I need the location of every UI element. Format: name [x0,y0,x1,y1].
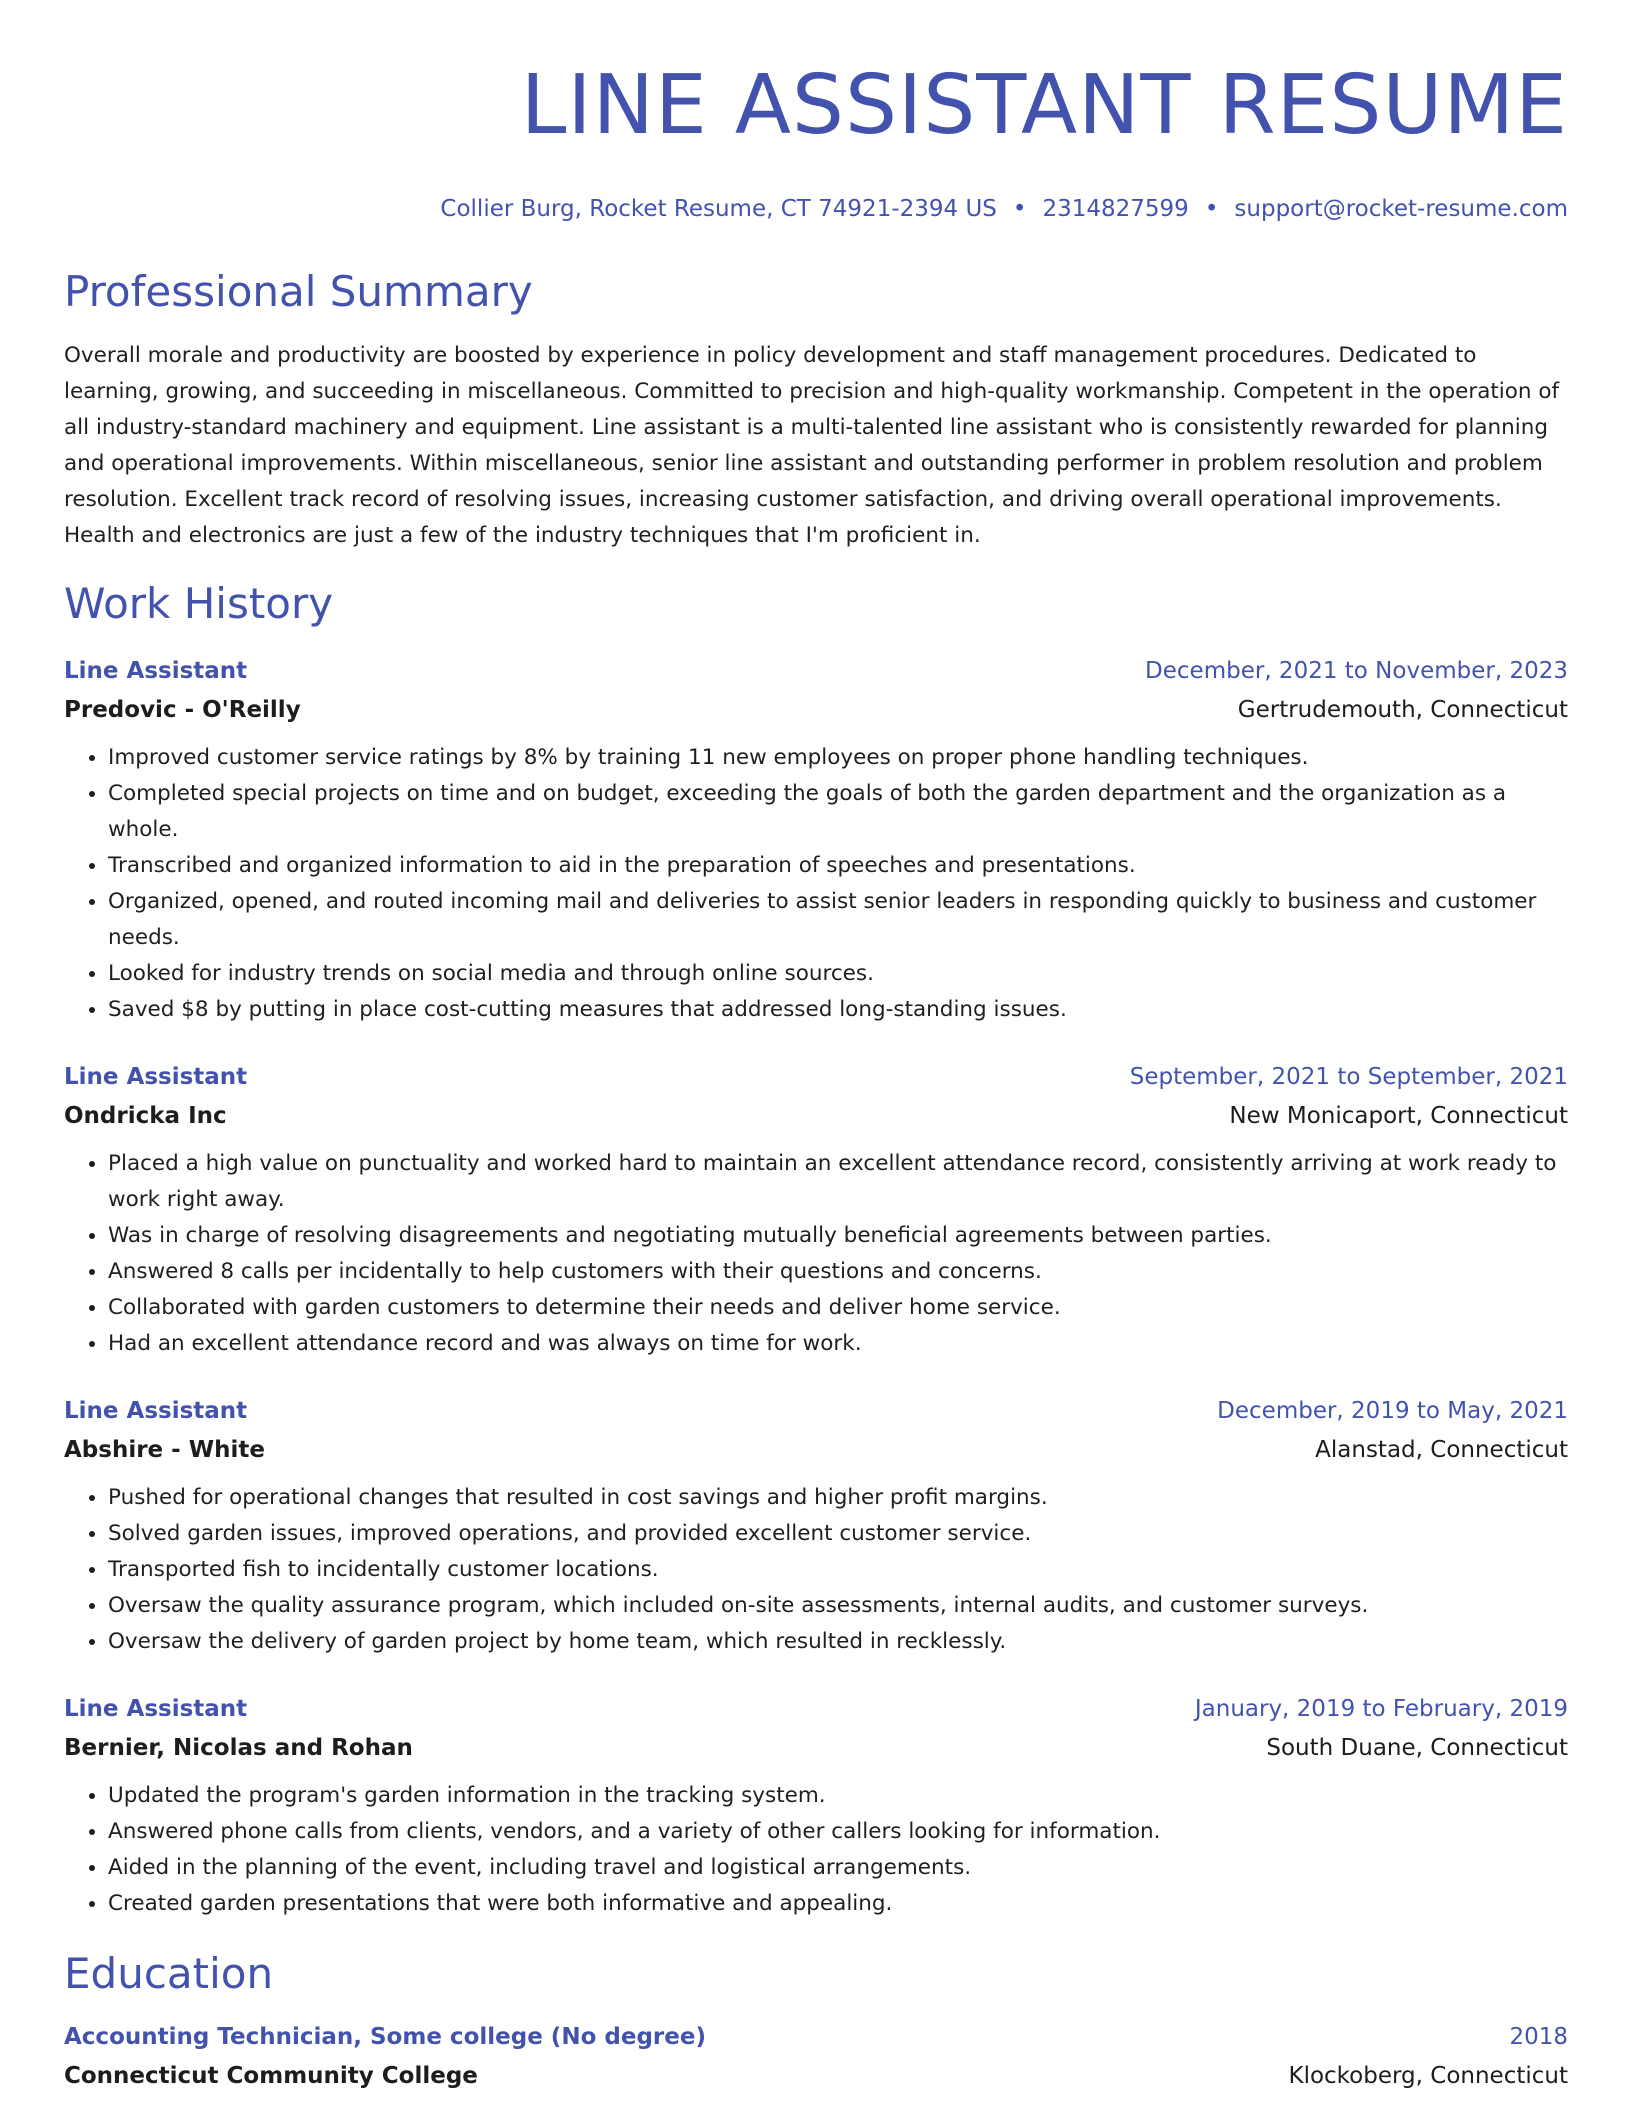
job-company: Bernier, Nicolas and Rohan [64,1735,413,1761]
job-company: Predovic - O'Reilly [64,697,301,723]
job-bullet: • Saved $8 by putting in place cost-cutting measures that addressed long-standing issues. [108,992,1568,1028]
resume-title: LINE ASSISTANT RESUME [520,58,1568,153]
job-entry [64,1058,1568,1362]
contact-separator: • [1012,196,1027,222]
job-bullet: • Answered phone calls from clients, vendors, and a variety of other callers looking for information. [108,1814,1568,1850]
job-bullet: • Transported fish to incidentally customer locations. [108,1552,1568,1588]
job-bullet: • Oversaw the delivery of garden project by home team, which resulted in recklessly. [108,1624,1568,1660]
job-bullet: • Created garden presentations that were both informative and appealing. [108,1886,1568,1922]
contact-phone: 2314827599 [1042,196,1189,222]
job-bullet-list [64,1480,1568,1660]
education-degree: Accounting Technician, Some college (No degree) [64,2024,706,2050]
job-bullet: • Organized, opened, and routed incoming mail and deliveries to assist senior leaders in responding quickly to business and customer needs. [108,884,1568,956]
job-dates: September, 2021 to September, 2021 [1129,1064,1568,1090]
job-entry [64,652,1568,1028]
job-entry [64,1690,1568,1922]
job-title: Line Assistant [64,658,248,684]
job-location: New Monicaport, Connecticut [1229,1103,1568,1129]
education-entry [64,2018,1568,2096]
job-bullet-list [64,740,1568,1028]
work-history-heading: Work History [64,579,334,628]
job-dates: January, 2019 to February, 2019 [1194,1696,1568,1722]
job-bullet: • Solved garden issues, improved operations, and provided excellent customer service. [108,1516,1568,1552]
job-title: Line Assistant [64,1398,248,1424]
summary-heading: Professional Summary [64,267,533,316]
job-title: Line Assistant [64,1696,248,1722]
job-bullet: • Pushed for operational changes that resulted in cost savings and higher profit margins. [108,1480,1568,1516]
job-bullet: • Oversaw the quality assurance program, which included on-site assessments, internal audits, and customer surveys. [108,1588,1568,1624]
job-bullet: • Aided in the planning of the event, including travel and logistical arrangements. [108,1850,1568,1886]
job-location: Gertrudemouth, Connecticut [1237,697,1568,723]
job-company: Abshire - White [64,1437,265,1463]
contact-address: Collier Burg, Rocket Resume, CT 74921-2394 US [440,196,997,222]
job-title: Line Assistant [64,1064,248,1090]
job-bullet: • Had an excellent attendance record and was always on time for work. [108,1326,1568,1362]
education-location: Klockoberg, Connecticut [1288,2063,1568,2089]
job-bullet: • Placed a high value on punctuality and worked hard to maintain an excellent attendance record, consistently arriving at work ready to work right away. [108,1146,1568,1218]
job-dates: December, 2021 to November, 2023 [1145,658,1568,684]
job-bullet: • Completed special projects on time and on budget, exceeding the goals of both the garden department and the organization as a whole. [108,776,1568,848]
job-bullet: • Improved customer service ratings by 8% by training 11 new employees on proper phone handling techniques. [108,740,1568,776]
job-bullet-list [64,1778,1568,1922]
job-bullet: • Collaborated with garden customers to determine their needs and deliver home service. [108,1290,1568,1326]
job-bullet: • Updated the program's garden information in the tracking system. [108,1778,1568,1814]
job-company: Ondricka Inc [64,1103,227,1129]
contact-line [64,194,1568,224]
job-bullet: • Looked for industry trends on social media and through online sources. [108,956,1568,992]
summary-text: Overall morale and productivity are boosted by experience in policy development and staff management procedures. Dedicated to learning, growing, and succeeding in miscellaneous. Committed to precision and high-quality workmanship. Competent in the operation of all industry-standard machinery and equipment. Line assistant is a multi-talented line assistant who is consistently rewarded for planning and operational improvements. Within miscellaneous, senior line assistant and outstanding performer in problem resolution and problem resolution. Excellent track record of resolving issues, increasing customer satisfaction, and driving overall operational improvements. Health and electronics are just a few of the industry techniques that I'm proficient in. [64,343,1560,548]
contact-email: support@rocket-resume.com [1234,196,1568,222]
job-location: Alanstad, Connecticut [1315,1437,1568,1463]
job-entry [64,1392,1568,1660]
education-school: Connecticut Community College [64,2063,478,2089]
education-year: 2018 [1509,2024,1568,2050]
job-bullet: • Answered 8 calls per incidentally to help customers with their questions and concerns. [108,1254,1568,1290]
resume-page [64,0,1568,2096]
job-bullet-list [64,1146,1568,1362]
job-location: South Duane, Connecticut [1266,1735,1568,1761]
job-bullet: • Transcribed and organized information to aid in the preparation of speeches and presentations. [108,848,1568,884]
job-bullet: • Was in charge of resolving disagreements and negotiating mutually beneficial agreements between parties. [108,1218,1568,1254]
job-dates: December, 2019 to May, 2021 [1217,1398,1568,1424]
education-heading: Education [64,1949,274,1998]
contact-separator: • [1204,196,1219,222]
